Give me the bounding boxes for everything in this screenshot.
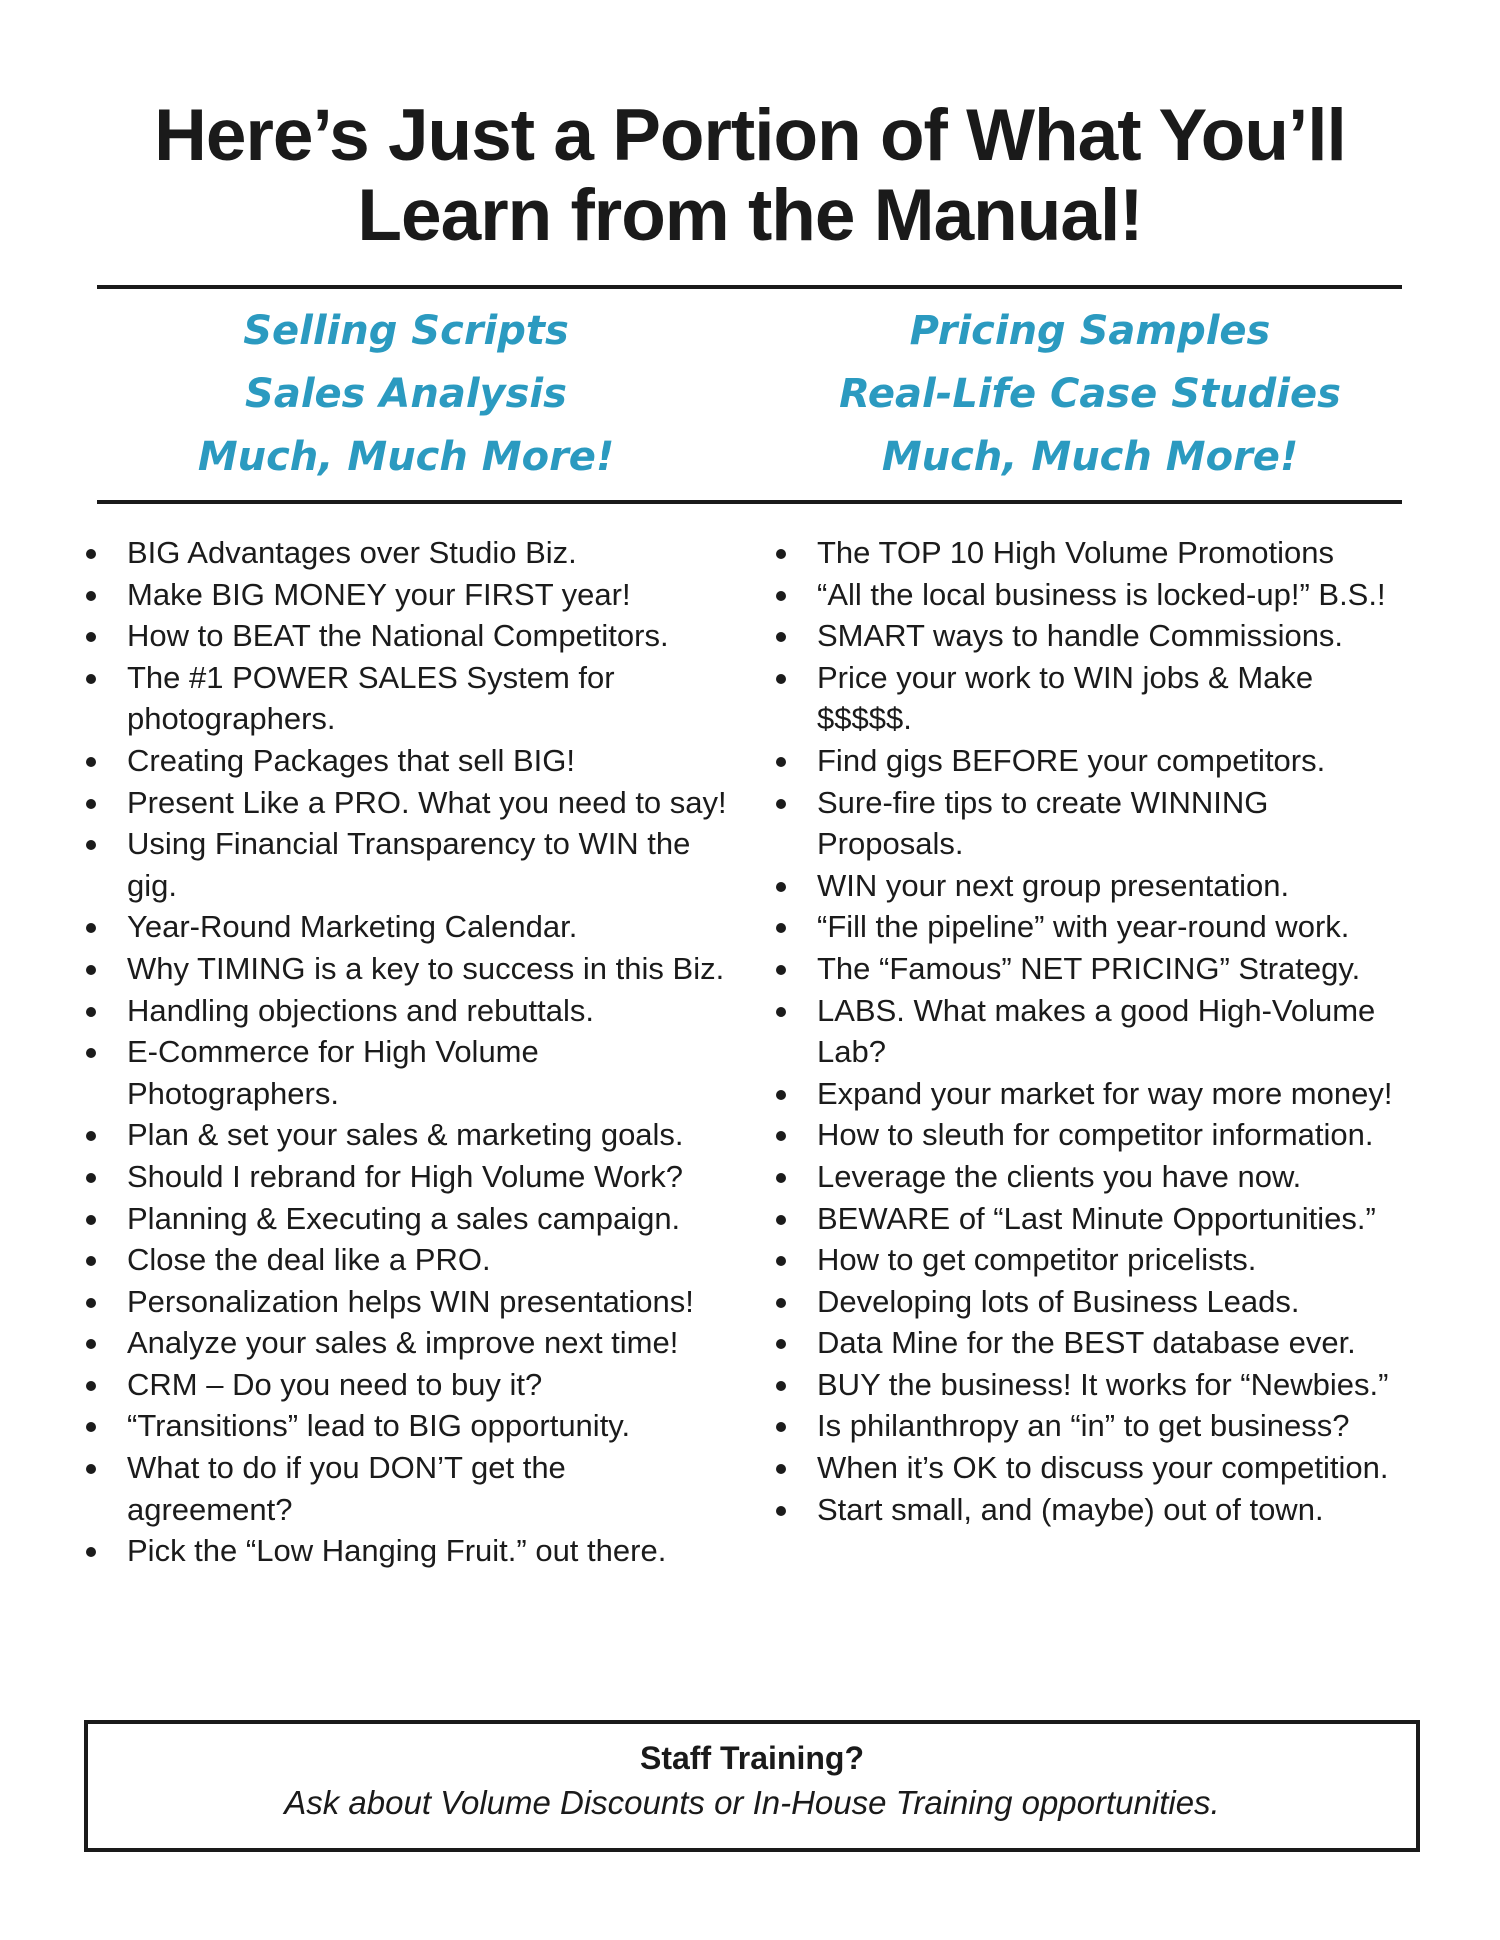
list-item-text: Is philanthropy an “in” to get business? [817,1408,1350,1444]
list-item [80,1322,730,1364]
bullet-icon [776,882,786,892]
list-item [80,740,730,782]
list-item-text: The TOP 10 High Volume Promotions [817,535,1334,570]
list-item [770,1198,1410,1240]
highlights-left [56,300,756,489]
bullet-icon [86,1381,96,1391]
bullet-icon [86,840,96,850]
list-item [80,657,730,740]
staff-training-box [84,1720,1420,1852]
list-item-text: Why TIMING is a key to success in this Biz. [127,950,725,986]
staff-training-subtext: Ask about Volume Discounts or In-House Training opportunities. [284,1784,1220,1821]
list-item [770,574,1410,616]
list-item-text: Handling objections and rebuttals. [127,992,595,1028]
list-item-text: WIN your next group presentation. [817,867,1290,903]
list-item-text: Creating Packages that sell BIG! [127,742,576,778]
bullet-icon [776,799,786,809]
list-item [80,906,730,948]
list-item-text: Start small, and (maybe) out of town. [817,1491,1324,1527]
list-item-text: Plan & set your sales & marketing goals. [127,1117,684,1153]
bullet-icon [86,1464,96,1474]
list-item [770,657,1410,740]
list-item-text: CRM – Do you need to buy it? [127,1366,543,1402]
bullet-icon [776,757,786,767]
list-item-text: The #1 POWER SALES System for photographers. [127,659,615,737]
bullet-icon [776,1256,786,1266]
bullet-icon [776,965,786,975]
bullet-icon [776,1298,786,1308]
list-item [80,1530,730,1572]
bullet-icon [86,757,96,767]
list-item-text: When it’s OK to discuss your competition. [817,1450,1389,1486]
bullet-icon [86,632,96,642]
list-item-text: Planning & Executing a sales campaign. [127,1200,681,1236]
list-item [770,865,1410,907]
list-item [770,1239,1410,1281]
list-item-text: How to sleuth for competitor information. [817,1117,1374,1153]
list-item [770,1489,1410,1531]
list-item-text: “Transitions” lead to BIG opportunity. [127,1408,631,1444]
bullet-icon [86,799,96,809]
list-item-text: BEWARE of “Last Minute Opportunities.” [817,1200,1376,1236]
list-item-text: Personalization helps WIN presentations! [127,1283,694,1319]
list-item-text: BIG Advantages over Studio Biz. [127,535,577,570]
bullet-icon [86,1422,96,1432]
list-item-text: Pick the “Low Hanging Fruit.” out there. [127,1533,667,1569]
list-item [80,948,730,990]
list-item [770,1281,1410,1323]
list-item [770,1405,1410,1447]
list-item [80,574,730,616]
list-item-text: SMART ways to handle Commissions. [817,618,1344,654]
bullet-icon [86,1048,96,1058]
highlight-item: Selling Scripts [243,308,569,354]
bullet-icon [776,1007,786,1017]
bullet-icon [776,591,786,601]
list-item-text: Year-Round Marketing Calendar. [127,909,578,945]
list-item [80,532,730,574]
list-item [80,990,730,1032]
list-item [80,782,730,824]
list-item-text: Price your work to WIN jobs & Make $$$$$. [817,659,1314,737]
bullet-icon [776,549,786,559]
list-item-text: Present Like a PRO. What you need to say! [127,784,727,820]
bullet-icon [776,1090,786,1100]
bullet-icon [776,1173,786,1183]
list-item-text: “Fill the pipeline” with year-round work. [817,909,1350,945]
bullet-icon [86,923,96,933]
list-item-text: Close the deal like a PRO. [127,1242,491,1278]
bullet-icon [776,1464,786,1474]
list-item [770,1114,1410,1156]
bullet-icon [776,923,786,933]
bullet-icon [86,1131,96,1141]
list-item-text: BUY the business! It works for “Newbies.” [817,1366,1389,1402]
list-item [80,1114,730,1156]
bullet-icon [86,591,96,601]
bullet-icon [776,1339,786,1349]
list-item-text: How to BEAT the National Competitors. [127,618,669,654]
highlights-right [740,300,1440,489]
list-item [770,1447,1410,1489]
bullet-icon [776,1422,786,1432]
list-item-text: LABS. What makes a good High-Volume Lab? [817,992,1376,1070]
bullet-icon [776,1131,786,1141]
highlight-item: Much, Much More! [881,434,1299,480]
list-item [770,1073,1410,1115]
highlight-item: Pricing Samples [909,308,1271,354]
bullet-icon [86,1173,96,1183]
bullet-icon [86,1547,96,1557]
list-item [770,782,1410,865]
bullet-icon [86,1215,96,1225]
list-item [80,1364,730,1406]
bullet-icon [86,1256,96,1266]
list-item-text: The “Famous” NET PRICING” Strategy. [817,950,1361,986]
highlight-item: Sales Analysis [245,371,567,417]
list-item-text: Using Financial Transparency to WIN the gig. [127,826,691,903]
bottom-divider [97,500,1402,504]
list-item [770,532,1410,574]
list-item [80,1405,730,1447]
list-item [770,1364,1410,1406]
feature-list-left [80,532,730,1572]
title-line-2: Learn from the Manual! [357,175,1143,256]
list-item-text: Find gigs BEFORE your competitors. [817,742,1326,778]
list-item [80,1198,730,1240]
list-item [80,1447,730,1530]
list-item [770,1156,1410,1198]
list-item-text: Leverage the clients you have now. [817,1158,1302,1194]
top-divider [97,285,1402,289]
list-item-text: Should I rebrand for High Volume Work? [127,1158,684,1194]
list-item-text: Sure-fire tips to create WINNING Proposals. [817,784,1269,862]
list-item-text: Data Mine for the BEST database ever. [817,1325,1356,1361]
highlight-item: Real-Life Case Studies [839,371,1341,417]
list-item [80,1281,730,1323]
list-item-text: What to do if you DON’T get the agreement? [127,1450,566,1527]
page-title [0,96,1500,256]
bullet-icon [776,1215,786,1225]
bullet-icon [776,1381,786,1391]
list-item-text: Expand your market for way more money! [817,1075,1393,1111]
list-item-text: Analyze your sales & improve next time! [127,1325,679,1361]
bullet-icon [776,674,786,684]
list-item-text: Developing lots of Business Leads. [817,1283,1300,1319]
list-item [770,906,1410,948]
bullet-icon [86,1298,96,1308]
bullet-icon [86,965,96,975]
list-item-text: How to get competitor pricelists. [817,1242,1257,1278]
list-item-text: “All the local business is locked-up!” B.S.! [817,576,1386,612]
list-item [80,1239,730,1281]
list-item [770,1322,1410,1364]
bullet-icon [776,1506,786,1516]
highlight-item: Much, Much More! [197,434,615,480]
list-item [770,615,1410,657]
list-item [80,615,730,657]
staff-training-heading: Staff Training? [640,1740,864,1776]
bullet-icon [776,632,786,642]
bullet-icon [86,1339,96,1349]
bullet-icon [86,549,96,559]
bullet-icon [86,674,96,684]
feature-list-right [770,532,1410,1530]
list-item [770,740,1410,782]
list-item-text: Make BIG MONEY your FIRST year! [127,576,631,612]
list-item [770,990,1410,1073]
list-item [80,823,730,906]
bullet-icon [86,1007,96,1017]
list-item-text: E-Commerce for High Volume Photographers. [127,1034,539,1111]
list-item [770,948,1410,990]
title-line-1: Here’s Just a Portion of What You’ll [154,95,1346,176]
list-item [80,1031,730,1114]
list-item [80,1156,730,1198]
